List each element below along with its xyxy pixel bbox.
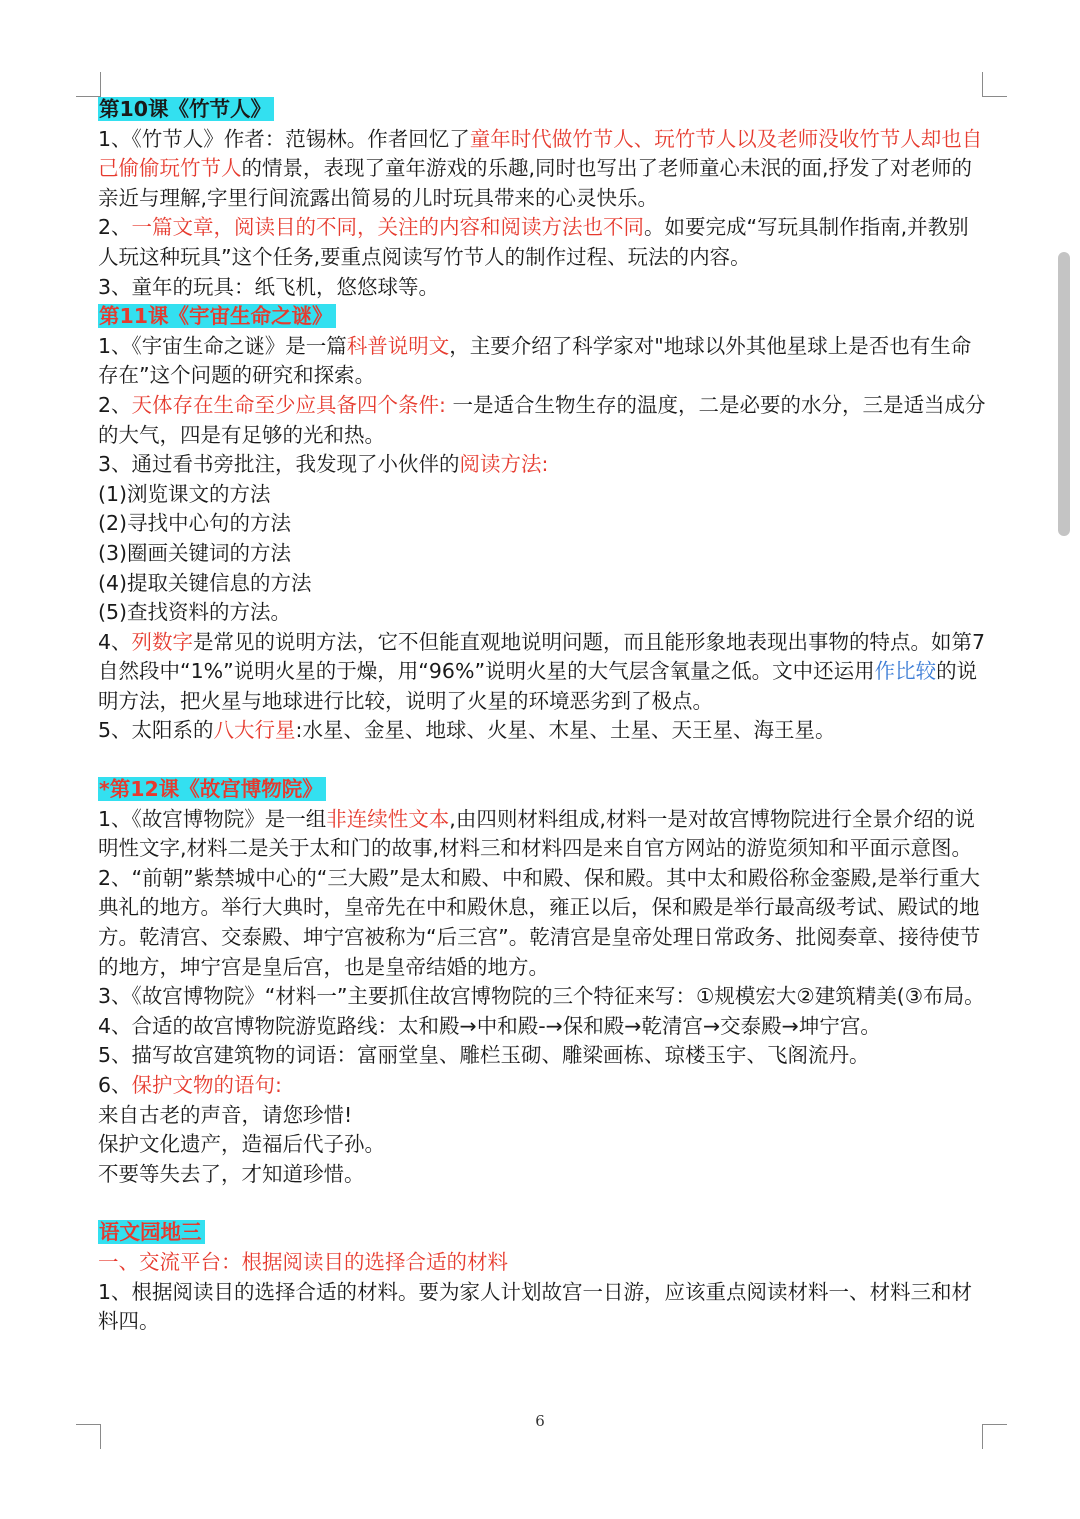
- crop-mark-top-right: [982, 72, 1007, 97]
- document-body: [98, 95, 986, 1337]
- section-spacer: [98, 1189, 986, 1218]
- lesson10-heading: [98, 95, 986, 125]
- lesson12-title: *第12课《故宫博物院》: [98, 777, 326, 801]
- lesson11-point-4: 4、列数字是常见的说明方法，它不但能直观地说明问题，而且能形象地表现出事物的特点。如第7自然段中“1%”说明火星的于燥，用“96%”说明火星的大气层含氧量之低。文中还运用作比较的说明方法，把火星与地球进行比较，说明了火星的环境恶劣到了极点。: [98, 629, 986, 713]
- lesson11-point-5: 5、太阳系的八大行星:水星、金星、地球、火星、木星、土星、天王星、海王星。: [98, 718, 836, 743]
- lesson10-point-2: 2、一篇文章，阅读目的不同，关注的内容和阅读方法也不同。如要完成“写玩具制作指南,并教别人玩这种玩具”这个任务,要重点阅读写竹节人的制作过程、玩法的内容。: [98, 215, 969, 269]
- garden3-title: 语文园地三: [98, 1220, 205, 1244]
- lesson10-title: 第10课《竹节人》: [98, 97, 274, 121]
- lesson11-point-3: 3、通过看书旁批注，我发现了小伙伴的阅读方法:: [98, 452, 549, 477]
- method-item: (3)圈画关键词的方法: [98, 540, 292, 565]
- scrollbar-thumb[interactable]: [1058, 252, 1070, 536]
- method-item: (2)寻找中心句的方法: [98, 511, 292, 536]
- lesson11-point-2: 2、天体存在生命至少应具备四个条件: 一是适合生物生存的温度，二是必要的水分，三是适当成分的大气，四是有足够的光和热。: [98, 392, 986, 447]
- lesson12-point-6: 6、保护文物的语句:: [98, 1073, 282, 1097]
- garden3-point-1: 1、根据阅读目的选择合适的材料。要为家人计划故宫一日游，应该重点阅读材料一、材料三和材料四。: [98, 1279, 973, 1334]
- method-item: (1)浏览课文的方法: [98, 481, 271, 506]
- lesson12-point-1: 1、《故宫博物院》是一组非连续性文本,由四则材料组成,材料一是对故宫博物院进行全景介绍的说明性文字,材料二是关于太和门的故事,材料三和材料四是来自官方网站的游览须知和平面示意图。: [98, 806, 975, 861]
- method-item: (4)提取关键信息的方法: [98, 570, 312, 595]
- lesson12-point-2: 2、“前朝”紫禁城中心的“三大殿”是太和殿、中和殿、保和殿。其中太和殿俗称金銮殿,是举行重大典礼的地方。举行大典时，皇帝先在中和殿休息，雍正以后，保和殿是举行最高级考试、殿试的地方。乾清宫、交泰殿、坤宁宫被称为“后三宫”。乾清宫是皇帝处理日常政务、批阅奏章、接待使节的地方，坤宁宫是皇后宫，也是皇帝结婚的地方。: [98, 865, 981, 979]
- lesson12-point-4: 4、合适的故宫博物院游览路线：太和殿→中和殿-→保和殿→乾清宫→交泰殿→坤宁宫。: [98, 1013, 881, 1038]
- protection-sentence: 保护文化遗产，造福后代子孙。: [98, 1132, 385, 1157]
- lesson12-heading: [98, 775, 986, 805]
- lesson11-heading: [98, 302, 986, 332]
- lesson12-point-5: 5、描写故宫建筑物的词语：富丽堂皇、雕栏玉砌、雕梁画栋、琼楼玉宇、飞阁流丹。: [98, 1043, 870, 1068]
- protection-sentence: 不要等失去了，才知道珍惜。: [98, 1161, 365, 1186]
- lesson11-title: 第11课《宇宙生命之谜》: [98, 304, 336, 328]
- lesson10-point-3: 3、童年的玩具：纸飞机，悠悠球等。: [98, 274, 440, 299]
- garden3-heading: [98, 1218, 986, 1248]
- lesson12-point-3: 3、《故宫博物院》“材料一”主要抓住故宫博物院的三个特征来写：①规模宏大②建筑精美(③布局。: [98, 984, 985, 1009]
- section-spacer: [98, 746, 986, 775]
- lesson11-point-1: 1、《宇宙生命之谜》是一篇科普说明文，主要介绍了科学家对"地球以外其他星球上是否也有生命存在”这个问题的研究和探索。: [98, 333, 972, 388]
- method-item: (5)查找资料的方法。: [98, 600, 292, 625]
- page-number: 6: [535, 1412, 545, 1430]
- lesson10-point-1: 1、《竹节人》作者：范锡林。作者回忆了童年时代做竹节人、玩竹节人以及老师没收竹节人却也自己偷偷玩竹节人的情景，表现了童年游戏的乐趣,同时也写出了老师童心未泯的面,抒发了对老师的亲近与理解,字里行间流露出简易的儿时玩具带来的心灵快乐。: [98, 126, 983, 210]
- protection-sentence: 来自古老的声音，请您珍惜!: [98, 1102, 353, 1127]
- garden3-subtitle: 一、交流平台：根据阅读目的选择合适的材料: [98, 1249, 508, 1274]
- crop-mark-top-left: [76, 72, 101, 97]
